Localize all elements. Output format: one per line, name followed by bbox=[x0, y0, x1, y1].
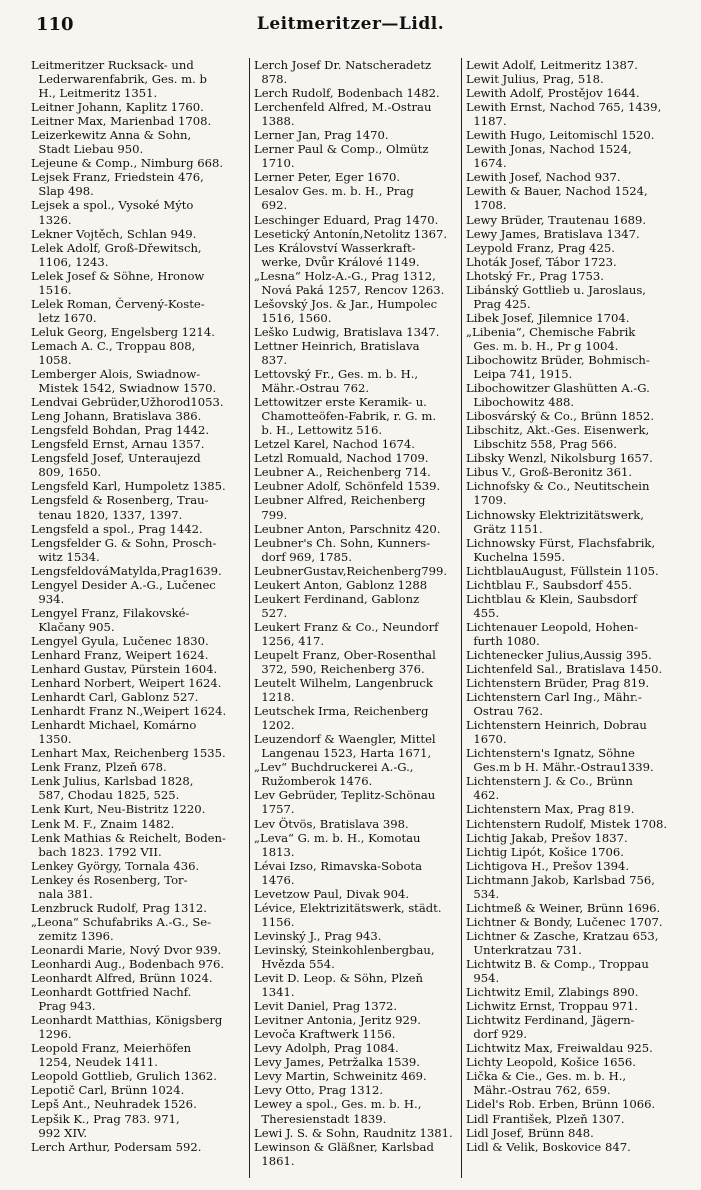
directory-entry: Lichtenauer Leopold, Hohen- bbox=[466, 619, 639, 634]
directory-entry: Letzl Romuald, Nachod 1709. bbox=[254, 451, 429, 466]
directory-entry: Lewith Jonas, Nachod 1524, bbox=[466, 142, 632, 157]
directory-entry: Theresienstadt 1839. bbox=[254, 1111, 387, 1126]
directory-entry: Lewey a spol., Ges. m. b. H., bbox=[254, 1097, 422, 1112]
directory-entry: Leipa 741, 1915. bbox=[466, 367, 573, 382]
directory-entry: Leopold Franz, Meierhöfen bbox=[31, 1041, 192, 1056]
directory-entry: Lenk Julius, Karlsbad 1828, bbox=[31, 774, 194, 789]
directory-entry: Lewit Julius, Prag, 518. bbox=[466, 72, 604, 87]
directory-entry: Letzel Karel, Nachod 1674. bbox=[254, 437, 415, 452]
directory-entry: Lerchenfeld Alfred, M.-Ostrau bbox=[254, 100, 432, 115]
directory-entry: Les Království Wasserkraft- bbox=[254, 240, 416, 255]
directory-entry: Libochowitz Brüder, Bohmisch- bbox=[466, 352, 650, 367]
directory-entry: Leubner Adolf, Schönfeld 1539. bbox=[254, 479, 441, 494]
directory-entry: Levitner Antonia, Jeritz 929. bbox=[254, 1013, 421, 1028]
directory-entry: Lenzbruck Rudolf, Prag 1312. bbox=[31, 900, 207, 915]
directory-entry: witz 1534. bbox=[31, 549, 100, 564]
directory-entry: Libschitz 558, Prag 566. bbox=[466, 437, 617, 452]
directory-entry: Lewith Hugo, Leitomischl 1520. bbox=[466, 128, 655, 143]
directory-entry: Hvězda 554. bbox=[254, 957, 335, 971]
column-1 bbox=[31, 58, 242, 1178]
directory-entry: Lengsfeld & Rosenberg, Trau- bbox=[31, 493, 209, 508]
directory-entry: Lelek Josef & Söhne, Hronow bbox=[31, 268, 205, 283]
directory-entry: Lewith & Bauer, Nachod 1524, bbox=[466, 184, 648, 199]
directory-entry: Lichnowsky Fürst, Flachsfabrik, bbox=[466, 535, 656, 550]
directory-entry: Lidl Josef, Brünn 848. bbox=[466, 1125, 594, 1140]
directory-entry: Lešovský Jos. & Jar., Humpolec bbox=[254, 296, 438, 311]
directory-entry: Lerch Rudolf, Bodenbach 1482. bbox=[254, 86, 440, 101]
directory-entry: b. H., Lettowitz 516. bbox=[254, 423, 383, 438]
directory-entry: Lewi J. S. & Sohn, Raudnitz 1381. bbox=[254, 1125, 453, 1140]
directory-entry: Lengsfeld a spol., Prag 1442. bbox=[31, 521, 203, 536]
directory-entry: 1670. bbox=[466, 732, 507, 747]
directory-entry: Leonhardi Aug., Bodenbach 976. bbox=[31, 957, 225, 971]
directory-entry: Lichtig Jakab, Prešov 1837. bbox=[466, 830, 628, 845]
directory-entry: Lerch Josef Dr. Natscheradetz bbox=[254, 58, 432, 72]
directory-entry: 1326. bbox=[31, 212, 72, 227]
directory-entry: Lewy James, Bratislava 1347. bbox=[466, 226, 640, 241]
directory-entry: Lenhard Gustav, Pürstein 1604. bbox=[31, 662, 218, 677]
directory-entry: Lenk Kurt, Neu-Bistritz 1220. bbox=[31, 802, 206, 817]
directory-entry: Leubner's Ch. Sohn, Kunners- bbox=[254, 535, 431, 550]
directory-entry: Libosvárský & Co., Brünn 1852. bbox=[466, 409, 655, 424]
directory-entry: Lichtenstern J. & Co., Brünn bbox=[466, 774, 633, 789]
directory-entry: Ružomberok 1476. bbox=[254, 774, 373, 789]
directory-entry: Leitner Max, Marienbad 1708. bbox=[31, 114, 212, 129]
directory-entry: Lev Ötvös, Bratislava 398. bbox=[254, 816, 409, 831]
directory-entry: 1757. bbox=[254, 802, 295, 817]
directory-entry: Grätz 1151. bbox=[466, 521, 543, 536]
directory-entry: Lejsek Franz, Friedstein 476, bbox=[31, 170, 204, 185]
directory-entry: Lewith Josef, Nachod 937. bbox=[466, 170, 621, 185]
directory-entry: 1256, 417. bbox=[254, 633, 325, 648]
page-header bbox=[0, 10, 701, 40]
directory-entry: Lettovský Fr., Ges. m. b. H., bbox=[254, 367, 419, 382]
directory-entry: Leitmeritzer Rucksack- und bbox=[31, 58, 194, 72]
directory-entry: Lederwarenfabrik, Ges. m. b bbox=[31, 72, 207, 87]
directory-entry: Lenhard Franz, Weipert 1624. bbox=[31, 647, 209, 662]
directory-entry: Lichtenstern Brüder, Prag 819. bbox=[466, 676, 650, 691]
directory-entry: 1674. bbox=[466, 156, 507, 171]
directory-entry: Leuzendorf & Waengler, Mittel bbox=[254, 732, 436, 747]
directory-entry: Ges. m. b. H., Pr g 1004. bbox=[466, 338, 619, 353]
directory-entry: Lettner Heinrich, Bratislava bbox=[254, 338, 420, 353]
directory-entry: Lichwitz Ernst, Troppau 971. bbox=[466, 999, 638, 1014]
directory-entry: 1202. bbox=[254, 718, 295, 733]
directory-entry: Lepš Ant., Neuhradek 1526. bbox=[31, 1097, 197, 1112]
directory-entry: Leonhardt Gottfried Nachf. bbox=[31, 985, 192, 1000]
directory-entry: Lichnofsky & Co., Neutitschein bbox=[466, 479, 650, 494]
directory-entry: Libschitz, Akt.-Ges. Eisenwerk, bbox=[466, 423, 650, 438]
directory-entry: 587, Chodau 1825, 525. bbox=[31, 788, 180, 803]
directory-entry: 1709. bbox=[466, 493, 507, 508]
directory-entry: Lepotič Carl, Brünn 1024. bbox=[31, 1083, 185, 1098]
directory-entry: 837. bbox=[254, 352, 288, 367]
directory-entry: Lichnowsky Elektrizitätswerk, bbox=[466, 507, 644, 522]
directory-entry: Lichtwitz Max, Freiwaldau 925. bbox=[466, 1041, 653, 1056]
directory-entry: Lemberger Alois, Swiadnow- bbox=[31, 367, 201, 382]
directory-entry: Lelek Roman, Červený-Koste- bbox=[31, 296, 205, 311]
directory-entry: 1476. bbox=[254, 872, 295, 887]
directory-entry: Lhotský Fr., Prag 1753. bbox=[466, 268, 604, 283]
directory-entry: 372, 590, Reichenberg 376. bbox=[254, 662, 425, 677]
directory-entry: Lengsfelder G. & Sohn, Prosch- bbox=[31, 535, 217, 550]
directory-entry: Lichty Leopold, Košice 1656. bbox=[466, 1055, 636, 1070]
directory-entry: Lichtwitz Emil, Zlabings 890. bbox=[466, 985, 639, 1000]
directory-entry: 692. bbox=[254, 198, 288, 213]
directory-entry: Lichtenstern Max, Prag 819. bbox=[466, 802, 635, 817]
directory-entry: Leluk Georg, Engelsberg 1214. bbox=[31, 324, 215, 339]
directory-entry: 1516. bbox=[31, 282, 72, 297]
directory-entry: Lička & Cie., Ges. m. b. H., bbox=[466, 1069, 627, 1084]
directory-entry: 1516, 1560. bbox=[254, 310, 332, 325]
directory-entry: Mistek 1542, Swiadnow 1570. bbox=[31, 381, 217, 396]
directory-entry: Lichtblau F., Saubsdorf 455. bbox=[466, 577, 632, 592]
directory-entry: 455. bbox=[466, 605, 500, 620]
directory-entry: 462. bbox=[466, 788, 500, 803]
directory-entry: Lerch Arthur, Podersam 592. bbox=[31, 1139, 202, 1154]
directory-entry: Lengyel Desider A.-G., Lučenec bbox=[31, 577, 216, 592]
directory-entry: furth 1080. bbox=[466, 633, 540, 648]
directory-entry: Libochowitzer Glashütten A.-G. bbox=[466, 381, 650, 396]
directory-entry: Klačany 905. bbox=[31, 619, 115, 634]
directory-entry: Leško Ludwig, Bratislava 1347. bbox=[254, 324, 440, 339]
directory-entry: Leubner Alfred, Reichenberg bbox=[254, 493, 426, 508]
directory-entry: LichtblauAugust, Füllstein 1105. bbox=[466, 563, 659, 578]
directory-entry: Lesetický Antonín,Netolitz 1367. bbox=[254, 226, 448, 241]
directory-entry: Lichtenstern Heinrich, Dobrau bbox=[466, 718, 647, 733]
directory-entry: Lenkey és Rosenberg, Tor- bbox=[31, 872, 188, 887]
directory-entry: Libsky Wenzl, Nikolsburg 1657. bbox=[466, 451, 653, 466]
directory-entry: Lenk Franz, Plzeň 678. bbox=[31, 760, 167, 775]
directory-entry: Levy James, Petržalka 1539. bbox=[254, 1055, 420, 1070]
directory-entry: Lidl & Velik, Boskovice 847. bbox=[466, 1139, 631, 1154]
directory-entry: Leukert Ferdinand, Gablonz bbox=[254, 591, 420, 606]
directory-entry: Lemach A. C., Troppau 808, bbox=[31, 338, 196, 353]
directory-entry: Leubner A., Reichenberg 714. bbox=[254, 465, 431, 480]
directory-entry: „Leva“ G. m. b. H., Komotau bbox=[254, 830, 421, 845]
directory-entry: Lesalov Ges. m. b. H., Prag bbox=[254, 184, 414, 199]
directory-entry: 1341. bbox=[254, 985, 295, 1000]
directory-entry: Lichtmeß & Weiner, Brünn 1696. bbox=[466, 900, 661, 915]
directory-entry: 1710. bbox=[254, 156, 295, 171]
directory-entry: Lichtwitz Ferdinand, Jägern- bbox=[466, 1013, 635, 1028]
directory-entry: Kuchelna 1595. bbox=[466, 549, 566, 564]
directory-entry: Lengyel Gyula, Lučenec 1830. bbox=[31, 633, 209, 648]
directory-entry: Leubner Anton, Parschnitz 420. bbox=[254, 521, 441, 536]
directory-entry: Leutelt Wilhelm, Langenbruck bbox=[254, 676, 433, 691]
directory-entry: tenau 1820, 1337, 1397. bbox=[31, 507, 183, 522]
page-number: 110 bbox=[36, 14, 74, 35]
directory-entry: Lengyel Franz, Filakovské- bbox=[31, 605, 190, 620]
directory-entry: Mähr.-Ostrau 762, 659. bbox=[466, 1083, 611, 1098]
directory-entry: Lichtenstern Carl Ing., Mähr.- bbox=[466, 690, 642, 705]
directory-entry: Lev Gebrüder, Teplitz-Schönau bbox=[254, 788, 436, 803]
directory-entry: Leupelt Franz, Ober-Rosenthal bbox=[254, 647, 436, 662]
directory-entry: Lengsfeld Karl, Humpoletz 1385. bbox=[31, 479, 226, 494]
directory-entry: 809, 1650. bbox=[31, 465, 102, 480]
directory-entry: Levinský J., Prag 943. bbox=[254, 928, 382, 943]
directory-entry: 1861. bbox=[254, 1153, 295, 1168]
directory-entry: Prag 425. bbox=[466, 296, 531, 311]
directory-entry: Libus V., Groß-Beronitz 361. bbox=[466, 465, 633, 480]
directory-entry: Lichtmann Jakob, Karlsbad 756, bbox=[466, 872, 655, 887]
directory-entry: Libochowitz 488. bbox=[466, 395, 575, 410]
directory-entry: Lekner Vojtěch, Schlan 949. bbox=[31, 226, 197, 241]
directory-entry: 534. bbox=[466, 886, 500, 901]
directory-entry: Lewinson & Gläßner, Karlsbad bbox=[254, 1139, 434, 1154]
directory-entry: „Lev“ Buchdruckerei A.-G., bbox=[254, 760, 414, 775]
directory-entry: Lengsfeld Josef, Unteraujezd bbox=[31, 451, 201, 466]
directory-entry: „Leona“ Schufabriks A.-G., Se- bbox=[31, 914, 212, 929]
directory-entry: Lichtenstern's Ignatz, Söhne bbox=[466, 746, 635, 761]
directory-entry: 954. bbox=[466, 971, 500, 986]
directory-entry: „Libenia“, Chemische Fabrik bbox=[466, 324, 636, 339]
directory-entry: Lichtig Lipót, Košice 1706. bbox=[466, 844, 624, 859]
directory-entry: 1058. bbox=[31, 352, 72, 367]
directory-entry: Stadt Liebau 950. bbox=[31, 142, 144, 157]
directory-entry: Lenkey György, Tornala 436. bbox=[31, 858, 200, 873]
directory-entry: H., Leitmeritz 1351. bbox=[31, 86, 158, 101]
directory-entry: Lenhardt Michael, Komárno bbox=[31, 718, 197, 733]
directory-entry: werke, Dvůr Králové 1149. bbox=[254, 254, 420, 269]
directory-columns bbox=[31, 58, 677, 1178]
directory-entry: Lévai Izso, Rimavska-Sobota bbox=[254, 858, 422, 873]
directory-entry: Lévice, Elektrizitätswerk, städt. bbox=[254, 900, 442, 915]
directory-entry: 1218. bbox=[254, 690, 295, 705]
directory-entry: Leypold Franz, Prag 425. bbox=[466, 240, 615, 255]
directory-entry: Lichtner & Bondy, Lučenec 1707. bbox=[466, 914, 663, 929]
directory-entry: Chamotteöfen-Fabrik, r. G. m. bbox=[254, 409, 437, 424]
directory-entry: Lejeune & Comp., Nimburg 668. bbox=[31, 156, 224, 171]
directory-entry: Lelek Adolf, Groß-Dřewitsch, bbox=[31, 240, 202, 255]
directory-entry: Slap 498. bbox=[31, 184, 94, 199]
column-2 bbox=[249, 58, 461, 1178]
directory-entry: Lendvai Gebrüder,Užhorod1053. bbox=[31, 395, 224, 410]
directory-entry: letz 1670. bbox=[31, 310, 97, 325]
directory-entry: Lenhardt Carl, Gablonz 527. bbox=[31, 690, 199, 705]
directory-entry: Lenk M. F., Znaim 1482. bbox=[31, 816, 175, 831]
directory-entry: Lhoták Josef, Tábor 1723. bbox=[466, 254, 617, 269]
directory-entry: Levoča Kraftwerk 1156. bbox=[254, 1027, 396, 1042]
directory-entry: Leutschek Irma, Reichenberg bbox=[254, 704, 429, 719]
directory-entry: Levetzow Paul, Divak 904. bbox=[254, 886, 410, 901]
directory-entry: dorf 929. bbox=[466, 1027, 528, 1042]
directory-entry: Lichtenecker Julius,Aussig 395. bbox=[466, 647, 652, 662]
directory-entry: Lidl František, Plzeň 1307. bbox=[466, 1111, 625, 1126]
directory-entry: Libek Josef, Jilemnice 1704. bbox=[466, 310, 630, 325]
directory-entry: Leng Johann, Bratislava 386. bbox=[31, 409, 202, 424]
directory-entry: 1350. bbox=[31, 732, 72, 747]
directory-entry: Levit Daniel, Prag 1372. bbox=[254, 999, 398, 1014]
directory-entry: Lenk Mathias & Reichelt, Boden- bbox=[31, 830, 226, 845]
directory-entry: Lenhardt Franz N.,Weipert 1624. bbox=[31, 704, 227, 719]
directory-entry: nala 381. bbox=[31, 886, 93, 901]
directory-entry: Leitner Johann, Kaplitz 1760. bbox=[31, 100, 204, 115]
directory-entry: 992 XIV. bbox=[31, 1125, 88, 1140]
directory-entry: 1106, 1243. bbox=[31, 254, 109, 269]
directory-entry: Leukert Anton, Gablonz 1288 bbox=[254, 577, 428, 592]
directory-entry: Lepšik K., Prag 783. 971, bbox=[31, 1111, 180, 1126]
directory-entry: Lettowitzer erste Keramik- u. bbox=[254, 395, 427, 410]
directory-entry: 1156. bbox=[254, 914, 295, 929]
directory-entry: 1187. bbox=[466, 114, 507, 129]
directory-entry: Levinský, Steinkohlenbergbau, bbox=[254, 942, 435, 957]
directory-entry: Lichtenstern Rudolf, Mistek 1708. bbox=[466, 816, 668, 831]
directory-entry: Lichtigova H., Prešov 1394. bbox=[466, 858, 630, 873]
directory-entry: LengsfeldováMatylda,Prag1639. bbox=[31, 563, 222, 578]
directory-entry: zemitz 1396. bbox=[31, 928, 114, 943]
directory-entry: 878. bbox=[254, 72, 288, 87]
directory-entry: Lerner Paul & Comp., Olmütz bbox=[254, 142, 429, 157]
directory-entry: Leonhardt Matthias, Königsberg bbox=[31, 1013, 223, 1028]
directory-entry: 1708. bbox=[466, 198, 507, 213]
directory-entry: Libánský Gottlieb u. Jaroslaus, bbox=[466, 282, 646, 297]
directory-entry: Nová Paká 1257, Rencov 1263. bbox=[254, 282, 445, 297]
column-3 bbox=[461, 58, 677, 1178]
directory-entry: Lichtner & Zasche, Kratzau 653, bbox=[466, 928, 659, 943]
directory-entry: Lichtenfeld Sal., Bratislava 1450. bbox=[466, 662, 663, 677]
directory-entry: Ostrau 762. bbox=[466, 704, 543, 719]
directory-entry: bach 1823. 1792 VII. bbox=[31, 844, 162, 859]
directory-entry: dorf 969, 1785. bbox=[254, 549, 352, 564]
directory-entry: 1296. bbox=[31, 1027, 72, 1042]
directory-entry: Lewy Brüder, Trautenau 1689. bbox=[466, 212, 647, 227]
directory-entry: Prag 943. bbox=[31, 999, 96, 1014]
directory-entry: Leonhardt Alfred, Brünn 1024. bbox=[31, 971, 213, 986]
running-head: Leitmeritzer—Lidl. bbox=[256, 14, 445, 34]
directory-entry: Lengsfeld Bohdan, Prag 1442. bbox=[31, 423, 210, 438]
directory-entry: Leukert Franz & Co., Neundorf bbox=[254, 619, 439, 634]
directory-entry: 1388. bbox=[254, 114, 295, 129]
directory-entry: Lejsek a spol., Vysoké Mýto bbox=[31, 198, 194, 213]
directory-entry: Leonardi Marie, Nový Dvor 939. bbox=[31, 942, 222, 957]
directory-entry: Lerner Jan, Prag 1470. bbox=[254, 128, 389, 143]
directory-entry: Levit D. Leop. & Söhn, Plzeň bbox=[254, 971, 423, 986]
directory-entry: Lichtwitz B. & Comp., Troppau bbox=[466, 957, 649, 971]
directory-entry: Lewit Adolf, Leitmeritz 1387. bbox=[466, 58, 638, 72]
directory-entry: Mähr.-Ostrau 762. bbox=[254, 381, 370, 396]
directory-entry: 1813. bbox=[254, 844, 295, 859]
directory-entry: 934. bbox=[31, 591, 65, 606]
directory-entry: LeubnerGustav,Reichenberg799. bbox=[254, 563, 448, 578]
directory-entry: 799. bbox=[254, 507, 288, 522]
directory-entry: Lewith Adolf, Prostějov 1644. bbox=[466, 86, 640, 101]
directory-entry: Leopold Gottlieb, Grulich 1362. bbox=[31, 1069, 217, 1084]
directory-entry: Leschinger Eduard, Prag 1470. bbox=[254, 212, 439, 227]
directory-entry: Levy Martin, Schweinitz 469. bbox=[254, 1069, 427, 1084]
directory-entry: Lerner Peter, Eger 1670. bbox=[254, 170, 401, 185]
directory-entry: Levy Adolph, Prag 1084. bbox=[254, 1041, 399, 1056]
directory-entry: Lengsfeld Ernst, Arnau 1357. bbox=[31, 437, 205, 452]
directory-entry: Lewith Ernst, Nachod 765, 1439, bbox=[466, 100, 662, 115]
directory-entry: Langenau 1523, Harta 1671, bbox=[254, 746, 432, 761]
directory-entry: Unterkratzau 731. bbox=[466, 942, 582, 957]
directory-entry: 1254, Neudek 1411. bbox=[31, 1055, 158, 1070]
directory-entry: „Lesna“ Holz-A.-G., Prag 1312, bbox=[254, 268, 436, 283]
directory-entry: Lenhard Norbert, Weipert 1624. bbox=[31, 676, 222, 691]
directory-entry: Lichtblau & Klein, Saubsdorf bbox=[466, 591, 637, 606]
directory-entry: Leizerkewitz Anna & Sohn, bbox=[31, 128, 192, 143]
directory-entry: Lidel's Rob. Erben, Brünn 1066. bbox=[466, 1097, 656, 1112]
directory-entry: Lenhart Max, Reichenberg 1535. bbox=[31, 746, 226, 761]
directory-entry: 527. bbox=[254, 605, 288, 620]
directory-entry: Ges.m b H. Mähr.-Ostrau1339. bbox=[466, 760, 654, 775]
directory-entry: Levy Otto, Prag 1312. bbox=[254, 1083, 384, 1098]
